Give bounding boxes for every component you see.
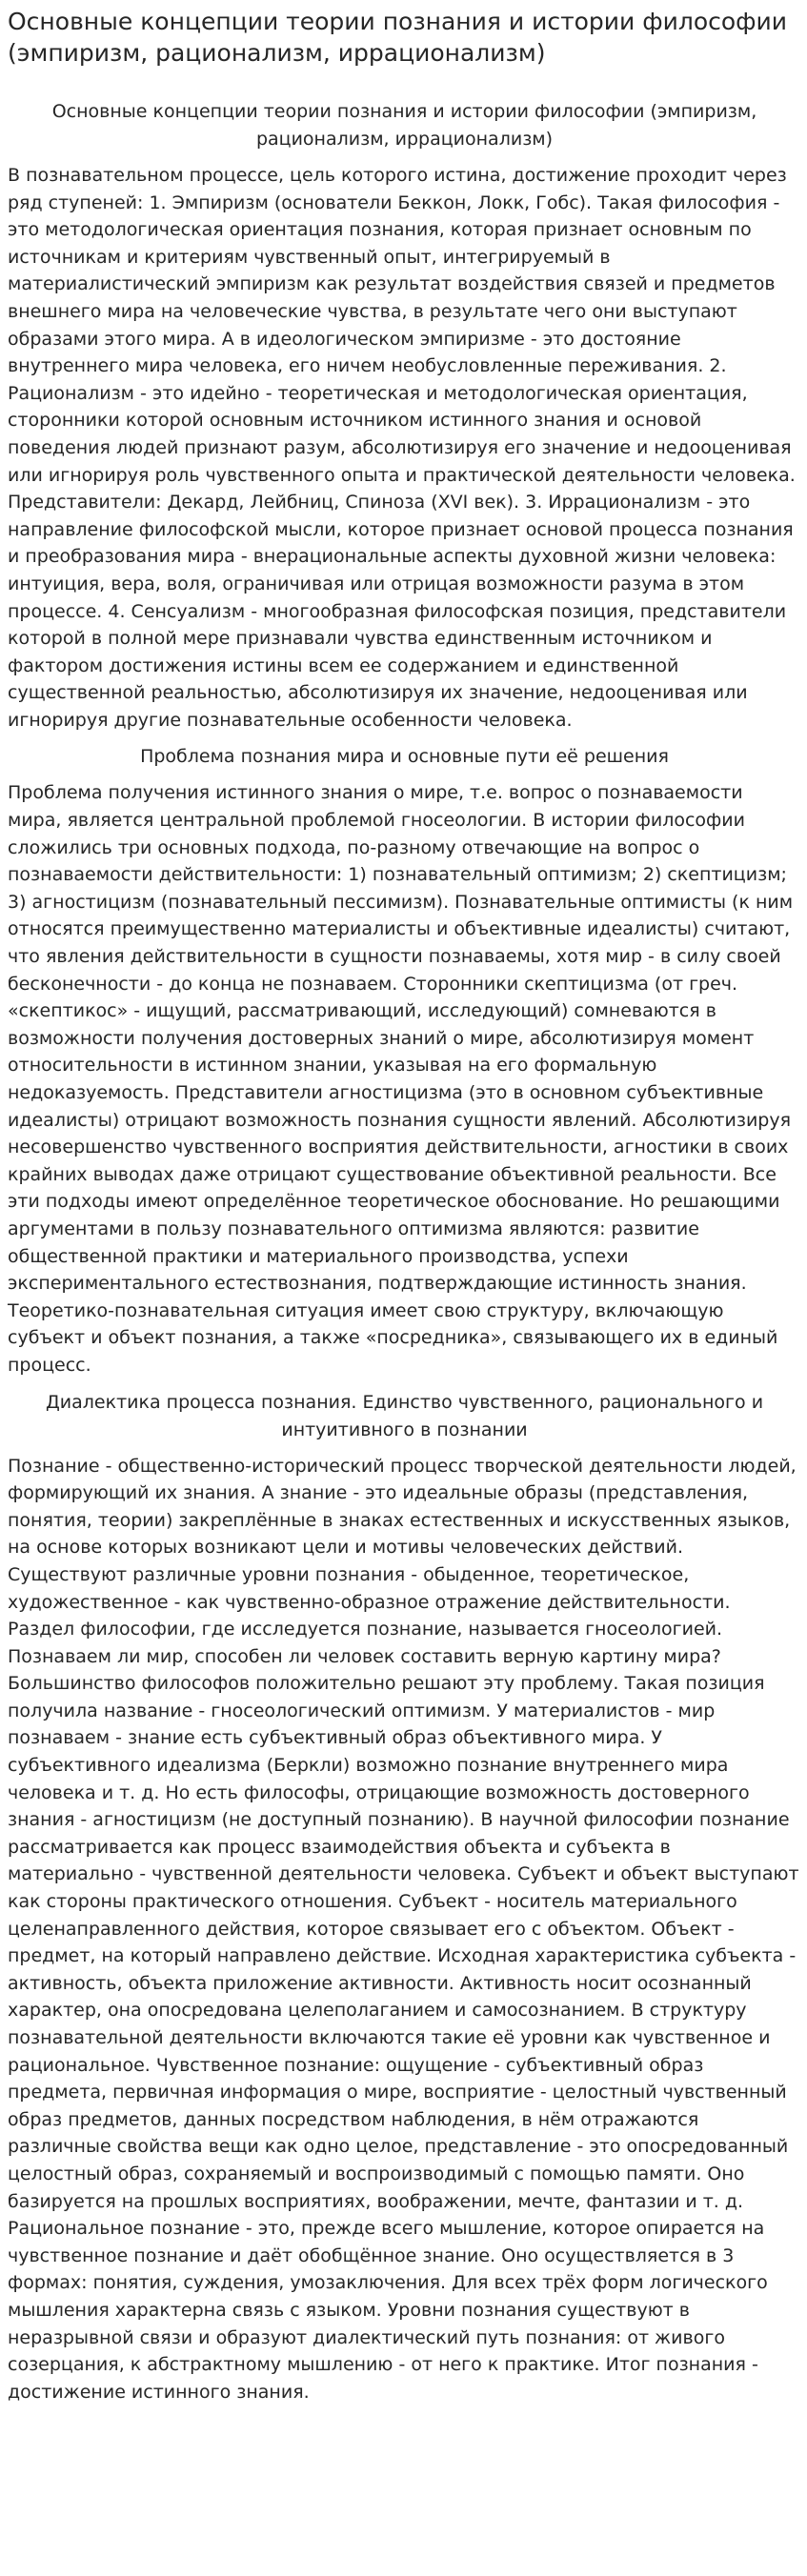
section-text: Проблема получения истинного знания о мире, т.е. вопрос о познаваемости мира, является центральной проблемой гносеологии. В истории философии сложились три основных подхода, по-разному отвечающие на вопрос о познаваемости действительности: 1) познавательный оптимизм; 2) скептицизм; 3) агностицизм (познавательный пессимизм). Познавательные оптимисты (к ним относятся преимущественно материалисты и объективные идеалисты) считают, что явления действительности в сущности познаваемы, хотя мир - в силу своей бесконечности - до конца не познаваем. Сторонники скептицизма (от греч. «скептикос» - ищущий, рассматривающий, исследующий) сомневаются в возможности получения достоверных знаний о мире, абсолютизируя момент относительности в истинном знании, указывая на его формальную недоказуемость. Представители агностицизма (это в основном субъективные идеалисты) отрицают возможность познания сущности явлений. Абсолютизируя несовершенство чувственного восприятия действительности, агностики в своих крайних выводах даже отрицают существование объективной реальности. Все эти подходы имеют определённое теоретическое обоснование. Но решающими аргументами в пользу познавательного оптимизма являются: развитие общественной практики и материального производства, успехи экспериментального естествознания, подтверждающие истинность знания. Теоретико-познавательная ситуация имеет свою структуру, включающую субъект и объект познания, а также «посредника», связывающего их в единый процесс. xyxy=(8,782,794,1376)
section-text: Познание - общественно-исторический процесс творческой деятельности людей, формирующий их знания. А знание - это идеальные образы (представления, понятия, теории) закреплённые в знаках естественных и искусственных языков, на основе которых возникают цели и мотивы человеческих действий. Существуют различные уровни познания - обыденное, теоретическое, художественное - как чувственно-образное отражение действительности. Раздел философии, где исследуется познание, называется гносеологией. Познаваем ли мир, способен ли человек составить верную картину мира? Большинство философов положительно решают эту проблему. Такая позиция получила название - гносеологический оптимизм. У материалистов - мир познаваем - знание есть субъективный образ объективного мира. У субъективного идеализма (Беркли) возможно познание внутреннего мира человека и т. д. Но есть философы, отрицающие возможность достоверного знания - агностицизм (не доступный познанию). В научной философии познание рассматривается как процесс взаимодействия объекта и субъекта в материально - чувственной деятельности человека. Субъект и объект выступают как стороны практического отношения. Субъект - носитель материального целенаправленного действия, которое связывает его с объектом. Объект - предмет, на который направлено действие. Исходная характеристика субъекта - активность, объекта приложение активности. Активность носит осознанный характер, она опосредована целеполаганием и самосознанием. В структуру познавательной деятельности включаются такие её уровни как чувственное и рациональное. Чувственное познание: ощущение - субъективный образ предмета, первичная информация о мире, восприятие - целостный чувственный образ предметов, данных посредством наблюдения, в нём отражаются различные свойства вещи как одно целое, представление - это опосредованный целостный образ, сохраняемый и воспроизводимый с помощью памяти. Оно базируется на прошлых восприятиях, воображении, мечте, фантазии и т. д. Рациональное познание - это, прежде всего мышление, которое опирается на чувственное познание и даёт обобщённое знание. Оно осуществляется в 3 формах: понятия, суждения, умозаключения. Для всех трёх форм логического мышления характерна связь с языком. Уровни познания существуют в неразрывной связи и образуют диалектический путь познания: от живого созерцания, к абстрактному мышлению - от него к практике. Итог познания - достижение истинного знания. xyxy=(8,1455,799,2403)
section-heading: Проблема познания мира и основные пути её решения xyxy=(140,746,669,768)
section-heading: Диалектика процесса познания. Единство чувственного, рационального и интуитивного в познании xyxy=(45,1391,764,1440)
section-problem-of-knowledge xyxy=(8,743,801,1379)
section-heading: Основные концепции теории познания и истории философии (эмпиризм, рационализм, иррационализм) xyxy=(51,101,757,150)
document-page xyxy=(0,6,807,2405)
page-title: Основные концепции теории познания и истории философии (эмпиризм, рационализм, иррационализм) xyxy=(8,8,788,67)
section-dialectics-of-cognition xyxy=(8,1389,801,2406)
section-text: В познавательном процессе, цель которого истина, достижение проходит через ряд ступеней: 1. Эмпиризм (основатели Беккон, Локк, Гобс). Такая философия - это методологическая ориентация познания, которая признает основным по источникам и критериям чувственный опыт, интегрируемый в материалистический эмпиризм как результат воздействия связей и предметов внешнего мира на человеческие чувства, в результате чего они выступают образами этого мира. А в идеологическом эмпиризме - это достояние внутреннего мира человека, его ничем необусловленные переживания. 2. Рационализм - это идейно - теоретическая и методологическая ориентация, сторонники которой основным источником истинного знания и основой поведения людей признают разум, абсолютизируя его значение и недооценивая или игнорируя роль чувственного опыта и практической деятельности человека. Представители: Декард, Лейбниц, Спиноза (XVI век). 3. Иррационализм - это направление философской мысли, которое признает основой процесса познания и преобразования мира - внерациональные аспекты духовной жизни человека: интуиция, вера, воля, ограничивая или отрицая возможности разума в этом процессе. 4. Сенсуализм - многообразная философская позиция, представители которой в полной мере признавали чувства единственным источником и фактором достижения истины всем ее содержанием и единственной существенной реальностью, абсолютизируя их значение, недооценивая или игнорируя другие познавательные особенности человека. xyxy=(8,165,796,731)
section-empiricism-rationalism xyxy=(8,98,801,734)
